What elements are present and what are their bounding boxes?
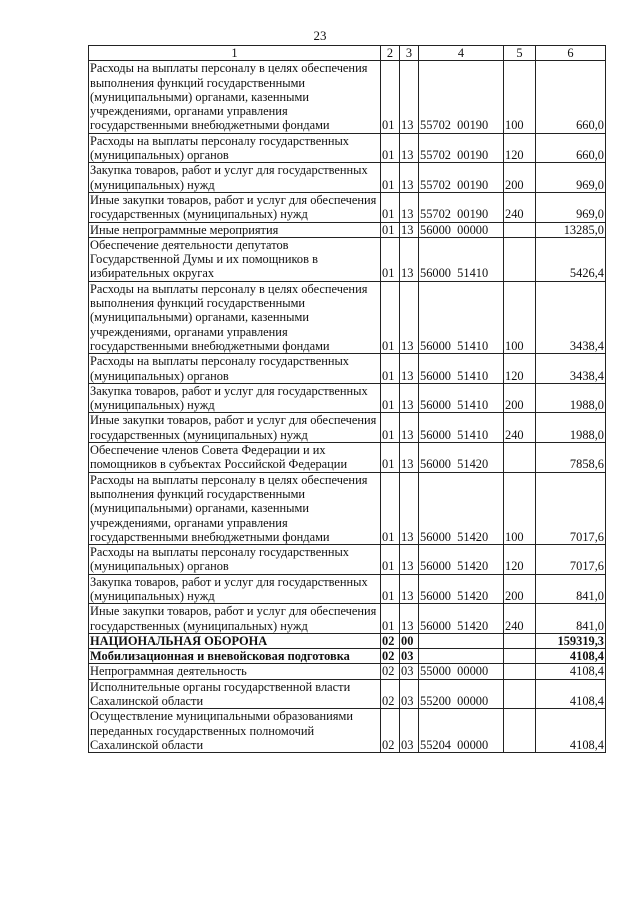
row-section-cell: 01: [381, 222, 400, 237]
row-target-article-cell: 56000 00000: [419, 222, 504, 237]
row-section-cell: 01: [381, 133, 400, 163]
row-expense-type-cell: 100: [504, 61, 536, 133]
row-subsection-cell: 13: [400, 604, 419, 634]
header-cell-6: 6: [536, 46, 606, 61]
row-section-cell: 02: [381, 679, 400, 709]
row-target-article-cell: 56000 51420: [419, 472, 504, 544]
row-subsection-cell: 00: [400, 633, 419, 648]
row-amount-cell: 660,0: [536, 61, 606, 133]
row-amount-cell: 841,0: [536, 604, 606, 634]
row-subsection-cell: 13: [400, 133, 419, 163]
row-expense-type-cell: [504, 222, 536, 237]
row-subsection-cell: 13: [400, 192, 419, 222]
row-name-cell: Иные закупки товаров, работ и услуг для обеспечения государственных (муниципальных) нужд: [89, 413, 381, 443]
row-expense-type-cell: 120: [504, 545, 536, 575]
row-expense-type-cell: 240: [504, 413, 536, 443]
row-amount-cell: 3438,4: [536, 354, 606, 384]
row-expense-type-cell: [504, 709, 536, 753]
page-number: 23: [313, 28, 327, 43]
row-target-article-cell: 55702 00190: [419, 163, 504, 193]
row-subsection-cell: 03: [400, 649, 419, 664]
table-row: [89, 709, 606, 753]
row-target-article-cell: 56000 51410: [419, 413, 504, 443]
row-name-cell: Расходы на выплаты персоналу государственных (муниципальных) органов: [89, 545, 381, 575]
row-section-cell: 01: [381, 192, 400, 222]
row-name-cell: Расходы на выплаты персоналу в целях обеспечения выполнения функций государственными (муниципальными) органами, казенными учреждениями, органами управления государственными внебюджетными фондами: [89, 472, 381, 544]
row-subsection-cell: 13: [400, 237, 419, 281]
row-target-article-cell: 56000 51420: [419, 574, 504, 604]
row-expense-type-cell: 240: [504, 192, 536, 222]
row-target-article-cell: 56000 51410: [419, 237, 504, 281]
row-section-cell: 01: [381, 237, 400, 281]
row-name-cell: Закупка товаров, работ и услуг для государственных (муниципальных) нужд: [89, 163, 381, 193]
row-subsection-cell: 13: [400, 574, 419, 604]
row-target-article-cell: 56000 51410: [419, 383, 504, 413]
row-target-article-cell: 55702 00190: [419, 61, 504, 133]
row-name-cell: Расходы на выплаты персоналу в целях обеспечения выполнения функций государственными (муниципальными) органами, казенными учреждениями, органами управления государственными внебюджетными фондами: [89, 61, 381, 133]
table-row: [89, 163, 606, 193]
header-cell-5: 5: [504, 46, 536, 61]
row-name-cell: Обеспечение членов Совета Федерации и их помощников в субъектах Российской Федерации: [89, 443, 381, 473]
row-expense-type-cell: 120: [504, 133, 536, 163]
row-target-article-cell: [419, 649, 504, 664]
row-amount-cell: 660,0: [536, 133, 606, 163]
row-amount-cell: 159319,3: [536, 633, 606, 648]
row-name-cell: Иные закупки товаров, работ и услуг для обеспечения государственных (муниципальных) нужд: [89, 192, 381, 222]
row-section-cell: 01: [381, 383, 400, 413]
row-section-cell: 01: [381, 281, 400, 353]
row-expense-type-cell: 200: [504, 574, 536, 604]
table-row: [89, 574, 606, 604]
row-amount-cell: 841,0: [536, 574, 606, 604]
row-section-cell: 01: [381, 163, 400, 193]
table-row: [89, 413, 606, 443]
row-name-cell: Осуществление муниципальными образованиями переданных государственных полномочий Сахалинской области: [89, 709, 381, 753]
table-row: [89, 192, 606, 222]
table-row: [89, 679, 606, 709]
row-expense-type-cell: 240: [504, 604, 536, 634]
row-subsection-cell: 13: [400, 61, 419, 133]
table-row: [89, 61, 606, 133]
table-row: [89, 604, 606, 634]
row-expense-type-cell: 120: [504, 354, 536, 384]
row-name-cell: Мобилизационная и вневойсковая подготовка: [89, 649, 381, 664]
row-target-article-cell: 55204 00000: [419, 709, 504, 753]
table-row: [89, 664, 606, 679]
row-amount-cell: 4108,4: [536, 649, 606, 664]
row-subsection-cell: 13: [400, 413, 419, 443]
row-amount-cell: 7017,6: [536, 472, 606, 544]
row-amount-cell: 7858,6: [536, 443, 606, 473]
row-expense-type-cell: [504, 664, 536, 679]
row-expense-type-cell: [504, 649, 536, 664]
row-subsection-cell: 13: [400, 354, 419, 384]
row-name-cell: Иные закупки товаров, работ и услуг для обеспечения государственных (муниципальных) нужд: [89, 604, 381, 634]
row-section-cell: 01: [381, 61, 400, 133]
row-amount-cell: 969,0: [536, 192, 606, 222]
row-target-article-cell: [419, 633, 504, 648]
row-target-article-cell: 55702 00190: [419, 192, 504, 222]
row-name-cell: НАЦИОНАЛЬНАЯ ОБОРОНА: [89, 633, 381, 648]
header-cell-1: 1: [89, 46, 381, 61]
table-row: [89, 633, 606, 648]
row-expense-type-cell: [504, 633, 536, 648]
row-section-cell: 01: [381, 574, 400, 604]
row-subsection-cell: 13: [400, 163, 419, 193]
row-subsection-cell: 13: [400, 383, 419, 413]
row-name-cell: Обеспечение деятельности депутатов Государственной Думы и их помощников в избирательных округах: [89, 237, 381, 281]
row-subsection-cell: 13: [400, 545, 419, 575]
row-amount-cell: 5426,4: [536, 237, 606, 281]
table-row: [89, 649, 606, 664]
row-target-article-cell: 56000 51420: [419, 443, 504, 473]
table-row: [89, 383, 606, 413]
row-target-article-cell: 55702 00190: [419, 133, 504, 163]
table-body: [89, 46, 606, 753]
header-cell-4: 4: [419, 46, 504, 61]
table-row: [89, 472, 606, 544]
row-amount-cell: 13285,0: [536, 222, 606, 237]
row-subsection-cell: 03: [400, 709, 419, 753]
row-target-article-cell: 55000 00000: [419, 664, 504, 679]
row-subsection-cell: 13: [400, 281, 419, 353]
row-name-cell: Закупка товаров, работ и услуг для государственных (муниципальных) нужд: [89, 574, 381, 604]
row-expense-type-cell: [504, 443, 536, 473]
row-section-cell: 01: [381, 604, 400, 634]
row-amount-cell: 7017,6: [536, 545, 606, 575]
row-name-cell: Расходы на выплаты персоналу государственных (муниципальных) органов: [89, 133, 381, 163]
row-expense-type-cell: 100: [504, 472, 536, 544]
row-name-cell: Исполнительные органы государственной власти Сахалинской области: [89, 679, 381, 709]
row-section-cell: 01: [381, 413, 400, 443]
row-subsection-cell: 13: [400, 472, 419, 544]
row-expense-type-cell: [504, 237, 536, 281]
row-amount-cell: 4108,4: [536, 664, 606, 679]
row-section-cell: 01: [381, 443, 400, 473]
table-row: [89, 354, 606, 384]
row-subsection-cell: 13: [400, 222, 419, 237]
row-amount-cell: 4108,4: [536, 709, 606, 753]
row-expense-type-cell: [504, 679, 536, 709]
header-cell-2: 2: [381, 46, 400, 61]
row-section-cell: 02: [381, 633, 400, 648]
row-section-cell: 02: [381, 649, 400, 664]
row-amount-cell: 1988,0: [536, 413, 606, 443]
table-row: [89, 222, 606, 237]
row-section-cell: 02: [381, 709, 400, 753]
row-section-cell: 01: [381, 545, 400, 575]
row-name-cell: Расходы на выплаты персоналу в целях обеспечения выполнения функций государственными (муниципальными) органами, казенными учреждениями, органами управления государственными внебюджетными фондами: [89, 281, 381, 353]
row-name-cell: Иные непрограммные мероприятия: [89, 222, 381, 237]
row-section-cell: 01: [381, 472, 400, 544]
row-amount-cell: 3438,4: [536, 281, 606, 353]
table-row: [89, 237, 606, 281]
header-cell-3: 3: [400, 46, 419, 61]
row-expense-type-cell: 200: [504, 163, 536, 193]
row-amount-cell: 1988,0: [536, 383, 606, 413]
table-header-row: [89, 46, 606, 61]
row-target-article-cell: 55200 00000: [419, 679, 504, 709]
row-name-cell: Закупка товаров, работ и услуг для государственных (муниципальных) нужд: [89, 383, 381, 413]
table-row: [89, 443, 606, 473]
row-target-article-cell: 56000 51410: [419, 354, 504, 384]
row-target-article-cell: 56000 51410: [419, 281, 504, 353]
row-amount-cell: 4108,4: [536, 679, 606, 709]
row-expense-type-cell: 200: [504, 383, 536, 413]
row-subsection-cell: 03: [400, 679, 419, 709]
row-expense-type-cell: 100: [504, 281, 536, 353]
table-row: [89, 133, 606, 163]
row-section-cell: 02: [381, 664, 400, 679]
row-target-article-cell: 56000 51420: [419, 545, 504, 575]
row-amount-cell: 969,0: [536, 163, 606, 193]
table-row: [89, 545, 606, 575]
row-subsection-cell: 13: [400, 443, 419, 473]
row-subsection-cell: 03: [400, 664, 419, 679]
row-name-cell: Непрограммная деятельность: [89, 664, 381, 679]
row-target-article-cell: 56000 51420: [419, 604, 504, 634]
table-row: [89, 281, 606, 353]
row-section-cell: 01: [381, 354, 400, 384]
row-name-cell: Расходы на выплаты персоналу государственных (муниципальных) органов: [89, 354, 381, 384]
budget-table: [88, 45, 606, 753]
